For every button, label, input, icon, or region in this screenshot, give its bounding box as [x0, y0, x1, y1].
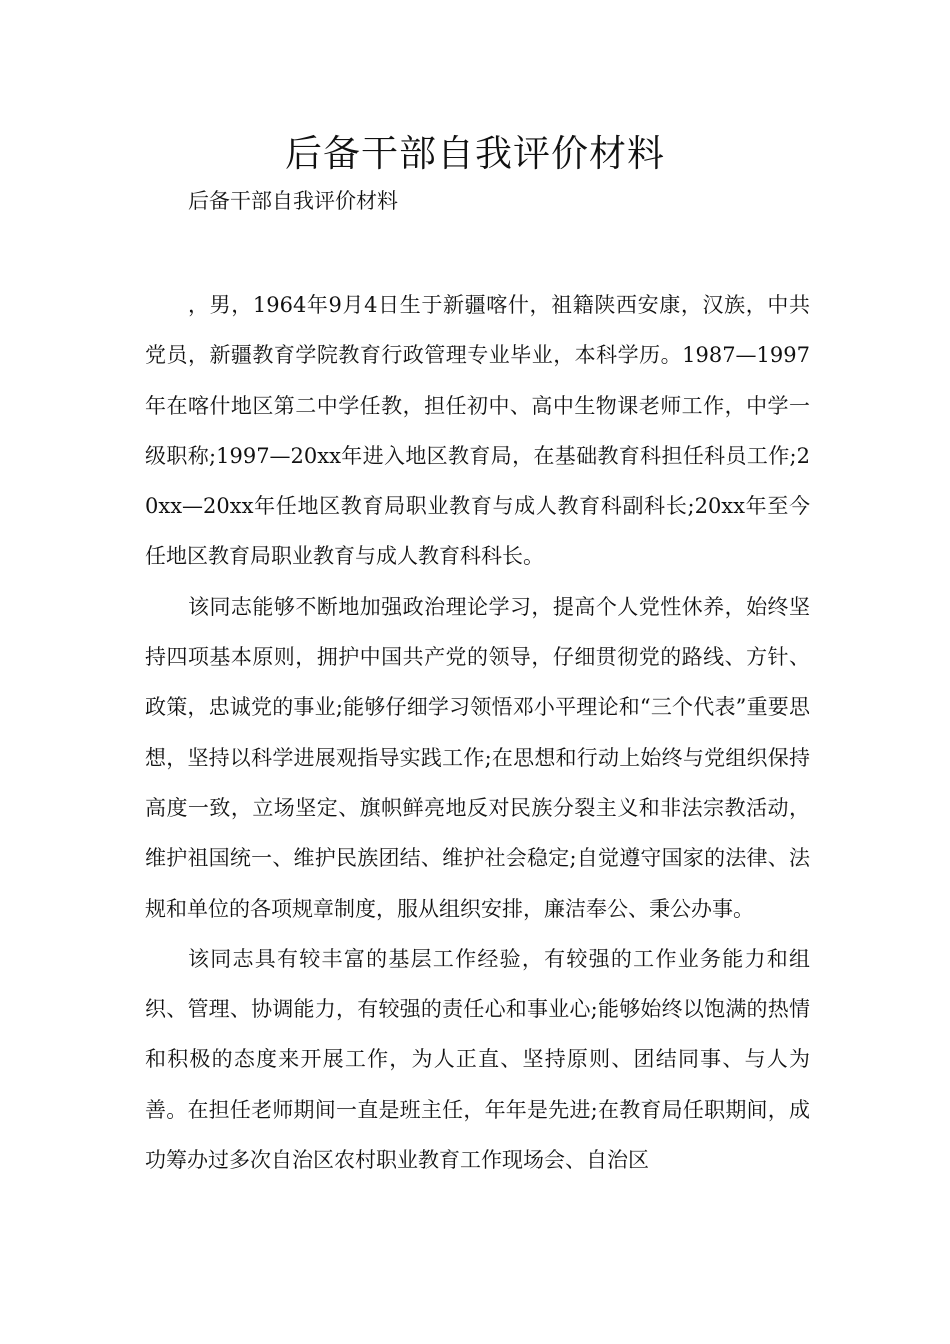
- paragraph-biography: ，男，1964年9月4日生于新疆喀什，祖籍陕西安康，汉族，中共党员，新疆教育学院教育行政管理专业毕业，本科学历。1987—1997年在喀什地区第二中学任教，担任初中、高中生物课老师工作，中学一级职称;1997—20xx年进入地区教育局，在基础教育科担任科员工作;20xx—20xx年任地区教育局职业教育与成人教育科副科长;20xx年至今任地区教育局职业教育与成人教育科科长。: [145, 293, 810, 569]
- paragraph-work-experience: 该同志具有较丰富的基层工作经验，有较强的工作业务能力和组织、管理、协调能力，有较强的责任心和事业心;能够始终以饱满的热情和积极的态度来开展工作，为人正直、坚持原则、团结同事、与人为善。在担任老师期间一直是班主任，年年是先进;在教育局任职期间，成功筹办过多次自治区农村职业教育工作现场会、自治区: [145, 946, 810, 1173]
- document-subtitle: 后备干部自我评价材料: [188, 189, 398, 213]
- document-title: 后备干部自我评价材料: [285, 132, 665, 175]
- document-body: [145, 280, 810, 1185]
- paragraph-political: 该同志能够不断地加强政治理论学习，提高个人党性休养，始终坚持四项基本原则，拥护中国共产党的领导，仔细贯彻党的路线、方针、政策，忠诚党的事业;能够仔细学习领悟邓小平理论和“三个代表”重要思想，坚持以科学进展观指导实践工作;在思想和行动上始终与党组织保持高度一致，立场坚定、旗帜鲜亮地反对民族分裂主义和非法宗教活动，维护祖国统一、维护民族团结、维护社会稳定;自觉遵守国家的法律、法规和单位的各项规章制度，服从组织安排，廉洁奉公、秉公办事。: [145, 594, 810, 921]
